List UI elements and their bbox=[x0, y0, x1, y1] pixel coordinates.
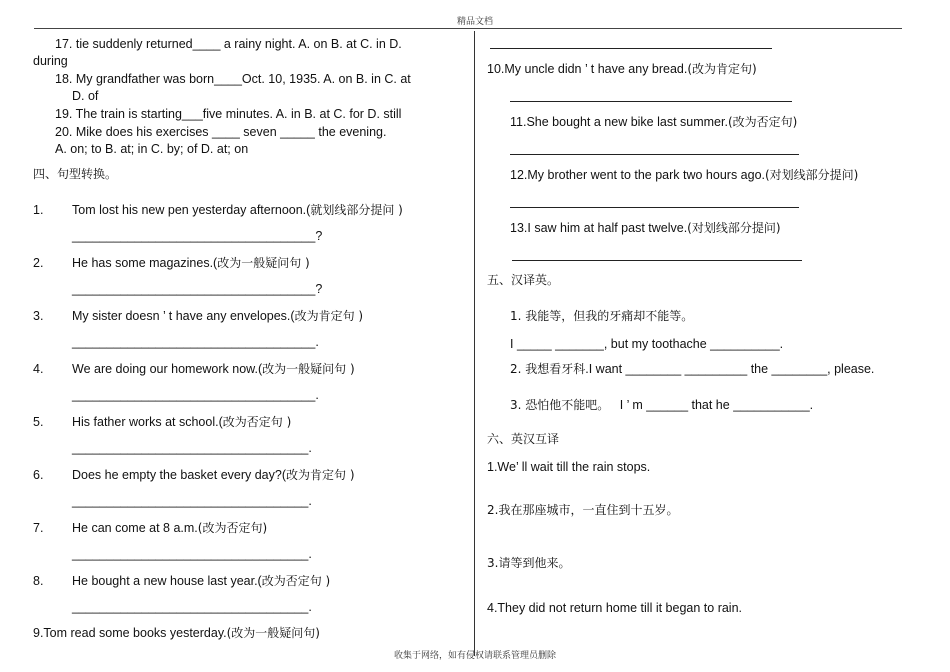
item-3-answer-blank[interactable]: ___________________________________. bbox=[72, 335, 319, 349]
interpret-2: 2.我在那座城市，一直住到十五岁。 bbox=[487, 503, 679, 517]
item-6-text: Does he empty the basket every day?(改为肯定句 ) bbox=[72, 468, 355, 482]
item-13-answer-line[interactable] bbox=[512, 260, 802, 261]
page-header: 精品文档 bbox=[456, 17, 493, 27]
question-17-line1: 17. tie suddenly returned____ a rainy night. A. on B. at C. in D. bbox=[55, 37, 402, 51]
item-2-answer-blank[interactable]: ___________________________________? bbox=[72, 282, 323, 296]
translate-2: 2. 我想看牙科.I want ________ _________ the ________, please. bbox=[510, 362, 875, 376]
question-20-options: A. on; to B. at; in C. by; of D. at; on bbox=[55, 142, 249, 156]
translate-1-english[interactable]: I _____ _______, but my toothache __________. bbox=[510, 337, 784, 351]
question-20: 20. Mike does his exercises ____ seven _____ the evening. bbox=[55, 125, 387, 139]
item-1-number: 1. bbox=[33, 203, 44, 217]
item-5-text: His father works at school.(改为否定句 ) bbox=[72, 415, 292, 429]
interpret-4: 4.They did not return home till it began to rain. bbox=[487, 601, 743, 615]
page-footer: 收集于网络，如有侵权请联系管理员删除 bbox=[393, 651, 556, 661]
interpret-3: 3.请等到他来。 bbox=[487, 556, 571, 570]
question-18-line1: 18. My grandfather was born____Oct. 10, 1935. A. on B. in C. at bbox=[55, 72, 411, 86]
item-9-answer-line[interactable] bbox=[490, 48, 772, 49]
item-8-answer-blank[interactable]: __________________________________. bbox=[72, 600, 312, 614]
item-4-number: 4. bbox=[33, 362, 44, 376]
item-11-answer-line[interactable] bbox=[510, 154, 799, 155]
section-6-title: 六、英汉互译 bbox=[487, 432, 560, 446]
item-2-text: He has some magazines.(改为一般疑问句 ) bbox=[72, 256, 310, 270]
item-4-answer-blank[interactable]: ___________________________________. bbox=[72, 388, 319, 402]
section-4-title: 四、句型转换。 bbox=[33, 167, 118, 181]
item-7-text: He can come at 8 a.m.(改为否定句) bbox=[72, 521, 268, 535]
item-11-text: 11.She bought a new bike last summer.(改为否定句) bbox=[510, 115, 798, 129]
section-5-title: 五、汉译英。 bbox=[487, 273, 560, 287]
item-9-text: 9.Tom read some books yesterday.(改为一般疑问句) bbox=[33, 626, 320, 640]
item-12-answer-line[interactable] bbox=[510, 207, 799, 208]
column-divider bbox=[474, 31, 475, 656]
question-17-line2: during bbox=[33, 54, 68, 68]
item-8-number: 8. bbox=[33, 574, 44, 588]
item-5-number: 5. bbox=[33, 415, 44, 429]
item-12-text: 12.My brother went to the park two hours ago.(对划线部分提问) bbox=[510, 168, 859, 182]
item-3-text: My sister doesn ’ t have any envelopes.(改为肯定句 ) bbox=[72, 309, 364, 323]
item-1-answer-blank[interactable]: ___________________________________? bbox=[72, 229, 323, 243]
item-1-text: Tom lost his new pen yesterday afternoon.(就划线部分提问 ) bbox=[72, 203, 403, 217]
item-2-number: 2. bbox=[33, 256, 44, 270]
header-rule bbox=[34, 28, 902, 29]
translate-1-chinese: 1. 我能等，但我的牙痛却不能等。 bbox=[510, 309, 694, 323]
item-10-answer-line[interactable] bbox=[510, 101, 792, 102]
item-3-number: 3. bbox=[33, 309, 44, 323]
interpret-1: 1.We’ ll wait till the rain stops. bbox=[487, 460, 651, 474]
item-13-text: 13.I saw him at half past twelve.(对划线部分提问) bbox=[510, 221, 781, 235]
question-19: 19. The train is starting___five minutes. A. in B. at C. for D. still bbox=[55, 107, 402, 121]
item-7-number: 7. bbox=[33, 521, 44, 535]
item-6-answer-blank[interactable]: __________________________________. bbox=[72, 494, 312, 508]
question-18-line2: D. of bbox=[72, 89, 99, 103]
item-5-answer-blank[interactable]: __________________________________. bbox=[72, 441, 312, 455]
item-7-answer-blank[interactable]: __________________________________. bbox=[72, 547, 312, 561]
translate-3: 3. 恐怕他不能吧。 I ’ m ______ that he ___________. bbox=[510, 398, 814, 412]
item-6-number: 6. bbox=[33, 468, 44, 482]
item-8-text: He bought a new house last year.(改为否定句 ) bbox=[72, 574, 331, 588]
item-10-text: 10.My uncle didn ’ t have any bread.(改为肯定句) bbox=[487, 62, 757, 76]
item-4-text: We are doing our homework now.(改为一般疑问句 ) bbox=[72, 362, 355, 376]
